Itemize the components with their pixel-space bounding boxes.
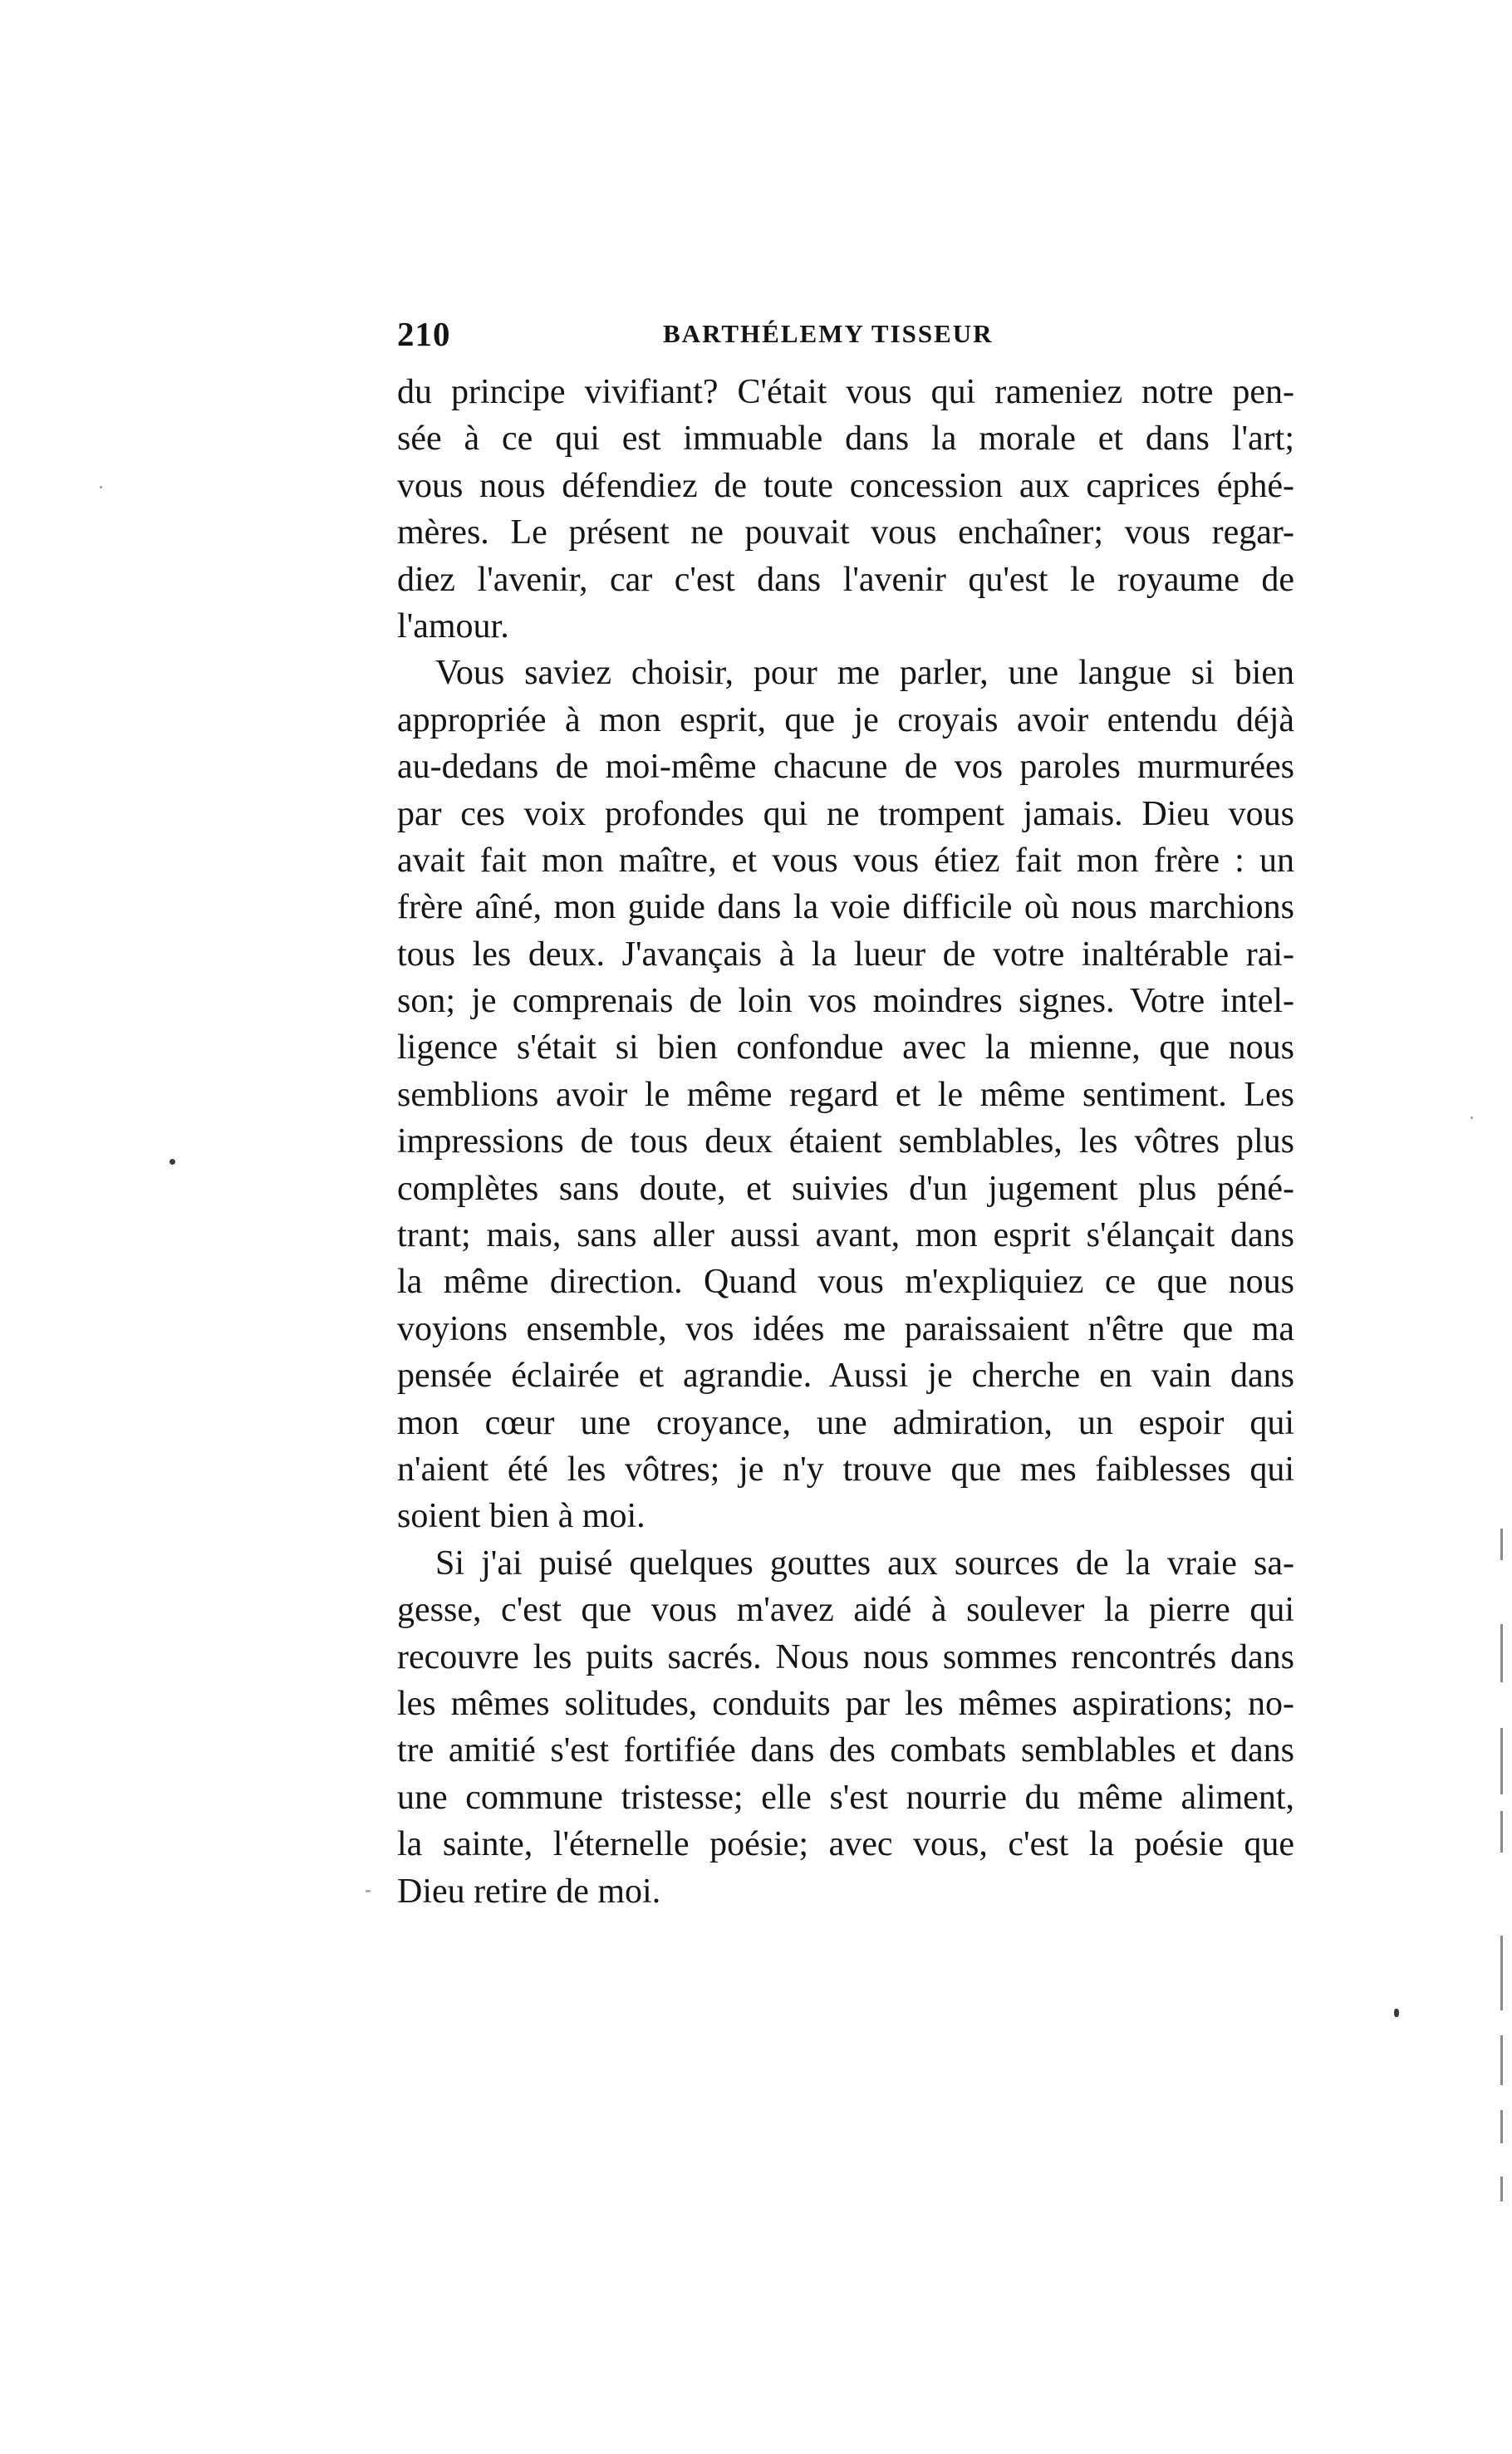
text-line: gesse, c'est que vous m'avez aidé à soulever la pierre qui	[397, 1591, 1294, 1630]
running-head	[397, 314, 1294, 364]
body-text	[397, 369, 1294, 1915]
margin-line	[1500, 2177, 1503, 2201]
scan-speck	[1394, 2009, 1399, 2017]
text-line: tous les deux. J'avançais à la lueur de votre inaltérable rai-	[397, 935, 1294, 974]
text-line: par ces voix profondes qui ne trompent jamais. Dieu vous	[397, 794, 1294, 833]
text-line: n'aient été les vôtres; je n'y trouve que mes faiblesses qui	[397, 1450, 1294, 1489]
text-line: complètes sans doute, et suivies d'un jugement plus péné-	[397, 1169, 1294, 1208]
text-line: diez l'avenir, car c'est dans l'avenir qu'est le royaume de	[397, 560, 1294, 599]
margin-line	[1500, 2110, 1503, 2143]
text-line: les mêmes solitudes, conduits par les mêmes aspirations; no-	[397, 1684, 1294, 1723]
paragraph	[397, 369, 1294, 650]
text-line: semblions avoir le même regard et le même sentiment. Les	[397, 1075, 1294, 1114]
text-line: tre amitié s'est fortifiée dans des combats semblables et dans	[397, 1731, 1294, 1770]
margin-line	[1500, 1936, 1503, 2010]
text-line: appropriée à mon esprit, que je croyais avoir entendu déjà	[397, 700, 1294, 739]
scan-speck	[169, 1159, 175, 1165]
scan-speck	[366, 1890, 371, 1892]
scan-speck	[1470, 1117, 1473, 1119]
text-line: Si j'ai puisé quelques gouttes aux sources de la vraie sa-	[435, 1544, 1294, 1583]
text-line: au-dedans de moi-même chacune de vos paroles murmurées	[397, 748, 1294, 787]
text-line: vous nous défendiez de toute concession aux caprices éphé-	[397, 466, 1294, 505]
text-line: ligence s'était si bien confondue avec la mienne, que nous	[397, 1028, 1294, 1067]
text-line: recouvre les puits sacrés. Nous nous sommes rencontrés dans	[397, 1637, 1294, 1676]
text-line: Dieu retire de moi.	[397, 1872, 661, 1911]
text-line: frère aîné, mon guide dans la voie difficile où nous marchions	[397, 888, 1294, 927]
text-line: son; je comprenais de loin vos moindres signes. Votre intel-	[397, 982, 1294, 1021]
margin-line	[1500, 1529, 1503, 1560]
text-line: une commune tristesse; elle s'est nourrie du même aliment,	[397, 1778, 1294, 1817]
page-number: 210	[397, 315, 451, 353]
running-title: BARTHÉLEMY TISSEUR	[663, 319, 994, 348]
text-line: du principe vivifiant? C'était vous qui rameniez notre pen-	[397, 373, 1294, 411]
text-line: voyions ensemble, vos idées me paraissaient n'être que ma	[397, 1309, 1294, 1348]
margin-line	[1500, 1728, 1503, 1794]
margin-line	[1500, 2035, 1503, 2085]
text-line: pensée éclairée et agrandie. Aussi je cherche en vain dans	[397, 1357, 1294, 1396]
text-line: l'amour.	[397, 606, 509, 645]
text-line: Vous saviez choisir, pour me parler, une langue si bien	[435, 654, 1294, 693]
scan-speck	[100, 486, 102, 488]
text-line: la sainte, l'éternelle poésie; avec vous, c'est la poésie que	[397, 1825, 1294, 1864]
text-line: mon cœur une croyance, une admiration, un espoir qui	[397, 1403, 1294, 1442]
text-line: trant; mais, sans aller aussi avant, mon esprit s'élançait dans	[397, 1216, 1294, 1255]
text-line: avait fait mon maître, et vous vous étiez fait mon frère : un	[397, 841, 1294, 880]
text-line: mères. Le présent ne pouvait vous enchaîner; vous regar-	[397, 513, 1294, 552]
text-line: la même direction. Quand vous m'expliquiez ce que nous	[397, 1263, 1294, 1302]
text-line: soient bien à moi.	[397, 1497, 646, 1536]
margin-line	[1500, 1811, 1503, 1853]
text-line: sée à ce qui est immuable dans la morale et dans l'art;	[397, 420, 1294, 459]
paragraph	[397, 650, 1294, 1539]
paragraph	[397, 1540, 1294, 1915]
margin-line	[1500, 1624, 1503, 1682]
text-line: impressions de tous deux étaient semblables, les vôtres plus	[397, 1122, 1294, 1161]
